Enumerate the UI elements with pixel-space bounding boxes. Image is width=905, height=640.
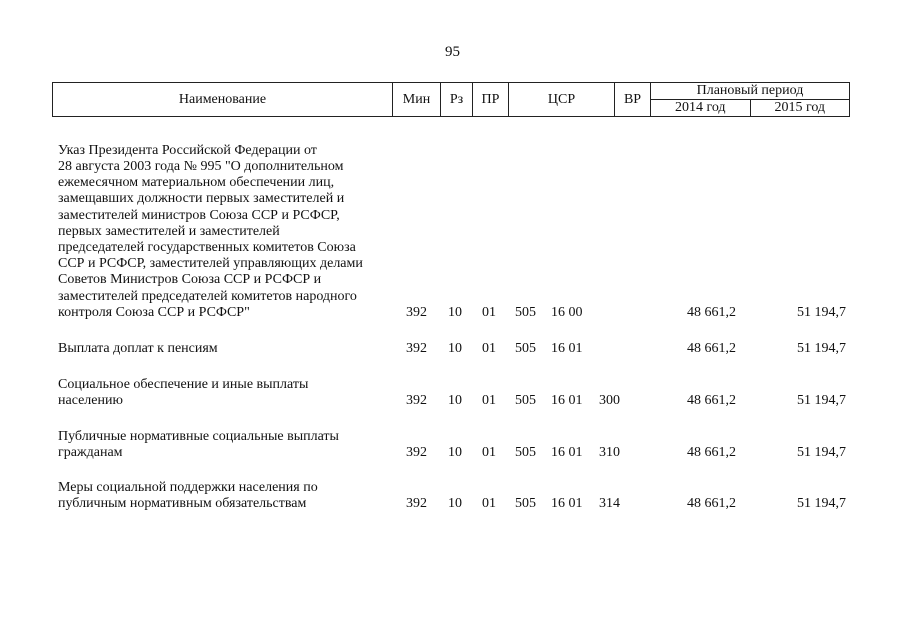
row-min: 392 <box>406 495 427 511</box>
row-csr-code: 16 00 <box>551 304 583 320</box>
row-name-line: замещавших должности первых заместителей и <box>58 191 345 207</box>
row-vr: 314 <box>599 495 620 511</box>
table-row <box>58 143 848 321</box>
table-row <box>58 341 848 357</box>
row-amount-2014: 48 661,2 <box>687 304 736 320</box>
row-name-line: 28 августа 2003 года № 995 "О дополнительном <box>58 158 344 174</box>
row-name-line: первых заместителей и заместителей <box>58 223 280 239</box>
row-pr: 01 <box>482 340 496 356</box>
row-amount-2014: 48 661,2 <box>687 340 736 356</box>
header-vr-label: ВР <box>623 91 642 107</box>
row-amount-2015: 51 194,7 <box>797 495 846 511</box>
row-min: 392 <box>406 340 427 356</box>
table-row <box>58 480 848 512</box>
header-plan-period <box>651 83 849 116</box>
header-csr-label: ЦСР <box>547 91 576 107</box>
header-min <box>393 83 441 116</box>
row-name <box>58 429 393 461</box>
row-min: 392 <box>406 392 427 408</box>
row-csr-code: 16 01 <box>551 495 583 511</box>
row-name-line: Указ Президента Российской Федерации от <box>58 142 317 158</box>
row-amount-2014: 48 661,2 <box>687 495 736 511</box>
header-csr <box>509 83 615 116</box>
table-row <box>58 429 848 461</box>
row-csr-program: 505 <box>515 304 536 320</box>
row-amount-2014: 48 661,2 <box>687 444 736 460</box>
row-min: 392 <box>406 304 427 320</box>
row-csr-program: 505 <box>515 495 536 511</box>
row-vr: 300 <box>599 392 620 408</box>
row-pr: 01 <box>482 444 496 460</box>
table-header <box>52 82 850 117</box>
row-amount-2015: 51 194,7 <box>797 304 846 320</box>
page-number: 95 <box>445 44 460 60</box>
row-csr-code: 16 01 <box>551 340 583 356</box>
row-pr: 01 <box>482 304 496 320</box>
row-name-line: заместителей председателей комитетов народного <box>58 288 357 304</box>
row-name <box>58 341 393 357</box>
row-name-line: Советов Министров Союза ССР и РСФСР и <box>58 272 322 288</box>
header-years <box>651 100 849 116</box>
header-rz-label: Рз <box>449 91 464 107</box>
header-name-label: Наименование <box>178 91 267 107</box>
row-csr-code: 16 01 <box>551 392 583 408</box>
row-rz: 10 <box>448 444 462 460</box>
row-name-line: председателей государственных комитетов Союза <box>58 239 356 255</box>
header-plan-period-label: Плановый период <box>651 83 849 100</box>
header-vr <box>615 83 651 116</box>
row-pr: 01 <box>482 495 496 511</box>
row-rz: 10 <box>448 392 462 408</box>
row-amount-2014: 48 661,2 <box>687 392 736 408</box>
row-amount-2015: 51 194,7 <box>797 340 846 356</box>
row-min: 392 <box>406 444 427 460</box>
row-name <box>58 480 393 512</box>
row-pr: 01 <box>482 392 496 408</box>
row-name-line: Выплата доплат к пенсиям <box>58 340 218 356</box>
row-csr-program: 505 <box>515 392 536 408</box>
row-name-line: заместителей министров Союза ССР и РСФСР, <box>58 207 340 223</box>
header-rz <box>441 83 473 116</box>
row-vr: 310 <box>599 444 620 460</box>
table-row <box>58 377 848 409</box>
row-csr-program: 505 <box>515 444 536 460</box>
header-min-label: Мин <box>402 91 431 107</box>
row-name-line: Меры социальной поддержки населения по <box>58 479 318 495</box>
row-name-line: контроля Союза ССР и РСФСР" <box>58 304 250 320</box>
row-rz: 10 <box>448 304 462 320</box>
row-amount-2015: 51 194,7 <box>797 444 846 460</box>
header-pr <box>473 83 509 116</box>
header-pr-label: ПР <box>481 91 500 107</box>
row-rz: 10 <box>448 495 462 511</box>
row-name <box>58 377 393 409</box>
row-csr-code: 16 01 <box>551 444 583 460</box>
header-year-2015: 2015 год <box>774 100 826 115</box>
row-name-line: гражданам <box>58 444 123 460</box>
row-name-line: ССР и РСФСР, заместителей управляющих делами <box>58 256 363 272</box>
header-name <box>53 83 393 116</box>
row-csr-program: 505 <box>515 340 536 356</box>
row-name-line: ежемесячном материальном обеспечении лиц, <box>58 175 335 191</box>
row-name-line: публичным нормативным обязательствам <box>58 495 307 511</box>
row-name-line: Публичные нормативные социальные выплаты <box>58 428 339 444</box>
row-name <box>58 143 393 321</box>
row-rz: 10 <box>448 340 462 356</box>
row-name-line: Социальное обеспечение и иные выплаты <box>58 376 309 392</box>
header-year-2014: 2014 год <box>651 100 751 116</box>
row-amount-2015: 51 194,7 <box>797 392 846 408</box>
row-name-line: населению <box>58 392 123 408</box>
